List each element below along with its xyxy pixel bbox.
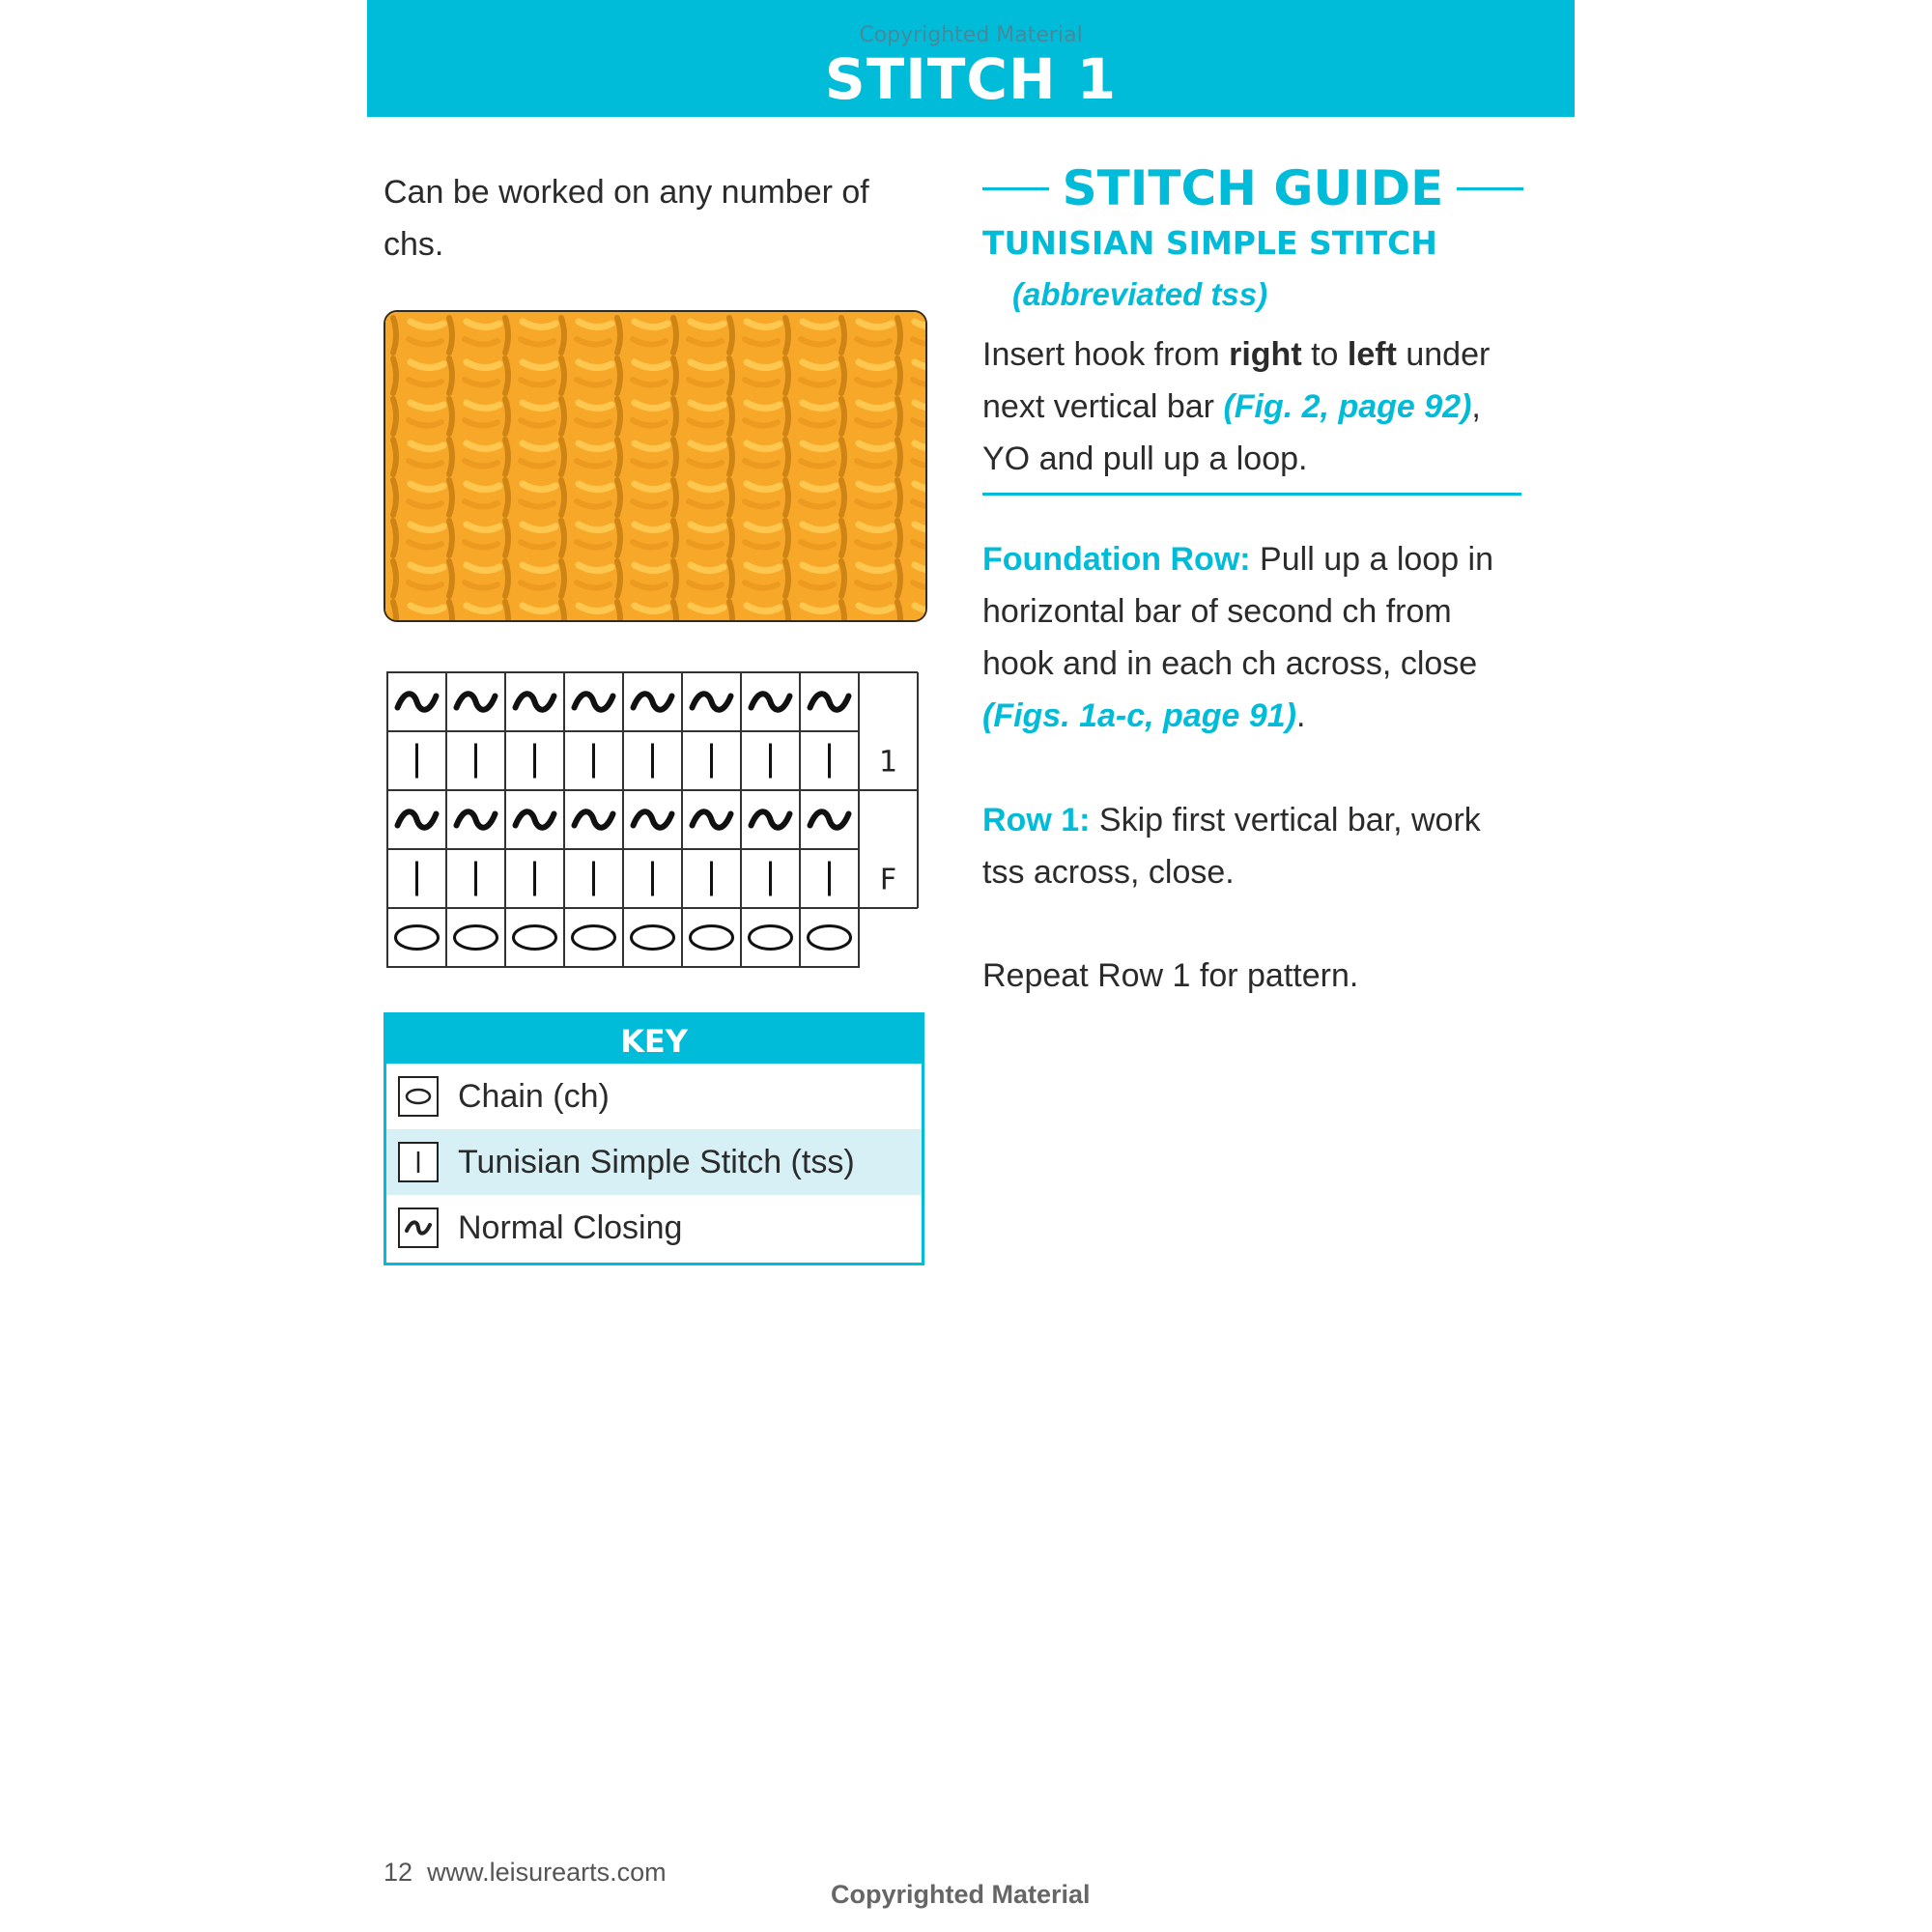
chart-cell-closing [446, 672, 505, 731]
chart-cell-closing [564, 672, 623, 731]
page-number: 12 [384, 1858, 413, 1887]
chart-cell-closing [387, 790, 446, 849]
chart-cell-closing [505, 790, 564, 849]
chart-cell-tss [623, 731, 682, 790]
foundation-row-label: Foundation Row: [982, 541, 1251, 578]
chart-cell-tss [505, 849, 564, 908]
chart-cell-tss [446, 731, 505, 790]
key-box [384, 1012, 924, 1265]
repeat-text: Repeat Row 1 for pattern. [982, 957, 1359, 994]
key-item-closing [386, 1195, 922, 1261]
chart-row-label: F [879, 863, 897, 897]
chart-row-label: 1 [878, 745, 898, 780]
page-footer [384, 1858, 667, 1888]
chart-cell-closing [387, 672, 446, 731]
stitch-guide-heading [982, 155, 1523, 222]
watermark: Copyrighted Material [859, 23, 1083, 47]
section-divider [982, 493, 1521, 496]
chart-cell-tss [623, 849, 682, 908]
chart-cell-closing [800, 672, 859, 731]
chart-cell-closing [623, 672, 682, 731]
intro-text: Can be worked on any number of chs. [384, 174, 869, 263]
chart-cell-chain [446, 908, 505, 967]
figure-reference: (Fig. 2, page 92) [1223, 388, 1472, 425]
key-label: Normal Closing [458, 1208, 683, 1246]
chart-cell-tss [682, 849, 741, 908]
stitch-abbreviation: (abbreviated tss) [1012, 276, 1268, 312]
foundation-row-text: Foundation Row: Pull up a loop in horizontal bar of second ch from hook and in each ch across, close (Figs. 1a-c, page 91). [982, 541, 1494, 734]
tss-instruction: Insert hook from right to left under next vertical bar (Fig. 2, page 92), YO and pull up a loop. [982, 336, 1491, 477]
chart-cell-closing [682, 790, 741, 849]
heading-rule-left [982, 187, 1049, 190]
chart-cell-closing [446, 790, 505, 849]
chart-cell-tss [446, 849, 505, 908]
chart-cell-closing [564, 790, 623, 849]
stitch-chart [385, 670, 926, 975]
row-1-text: Row 1: Skip first vertical bar, work tss across, close. [982, 802, 1481, 891]
copyright-notice: Copyrighted Material [831, 1880, 1091, 1909]
website-url: www.leisurearts.com [427, 1858, 667, 1887]
page-title: STITCH 1 [824, 46, 1118, 112]
chart-cell-tss [505, 731, 564, 790]
tilde-icon [398, 1208, 439, 1248]
chart-cell-closing [623, 790, 682, 849]
chart-cell-chain [505, 908, 564, 967]
chart-cell-chain [564, 908, 623, 967]
figure-reference: (Figs. 1a-c, page 91) [982, 697, 1296, 734]
heading-rule-right [1457, 187, 1523, 190]
chain-icon [398, 1076, 439, 1117]
chart-cell-tss [741, 731, 800, 790]
chart-cell-tss [387, 731, 446, 790]
chart-cell-tss [564, 849, 623, 908]
chart-cell-chain [800, 908, 859, 967]
chart-cell-closing [800, 790, 859, 849]
row-1-label: Row 1: [982, 802, 1091, 838]
chart-cell-tss [800, 849, 859, 908]
key-label: Tunisian Simple Stitch (tss) [458, 1143, 855, 1180]
stitch-name: TUNISIAN SIMPLE STITCH [982, 224, 1437, 262]
guide-title: STITCH GUIDE [1062, 160, 1444, 216]
swatch-photo [384, 310, 927, 622]
page-header [367, 0, 1575, 117]
chart-cell-chain [387, 908, 446, 967]
key-item-tss [386, 1129, 922, 1195]
key-label: Chain (ch) [458, 1077, 610, 1115]
key-item-chain [386, 1064, 922, 1129]
key-title: KEY [386, 1015, 922, 1064]
chart-cell-closing [682, 672, 741, 731]
chart-cell-tss [800, 731, 859, 790]
vertical-bar-icon [398, 1142, 439, 1182]
chart-cell-closing [741, 790, 800, 849]
chart-cell-tss [387, 849, 446, 908]
chart-cell-chain [623, 908, 682, 967]
chart-cell-chain [741, 908, 800, 967]
chart-cell-tss [564, 731, 623, 790]
chart-cell-chain [682, 908, 741, 967]
chart-cell-tss [682, 731, 741, 790]
chart-cell-closing [741, 672, 800, 731]
chart-cell-closing [505, 672, 564, 731]
chart-cell-tss [741, 849, 800, 908]
